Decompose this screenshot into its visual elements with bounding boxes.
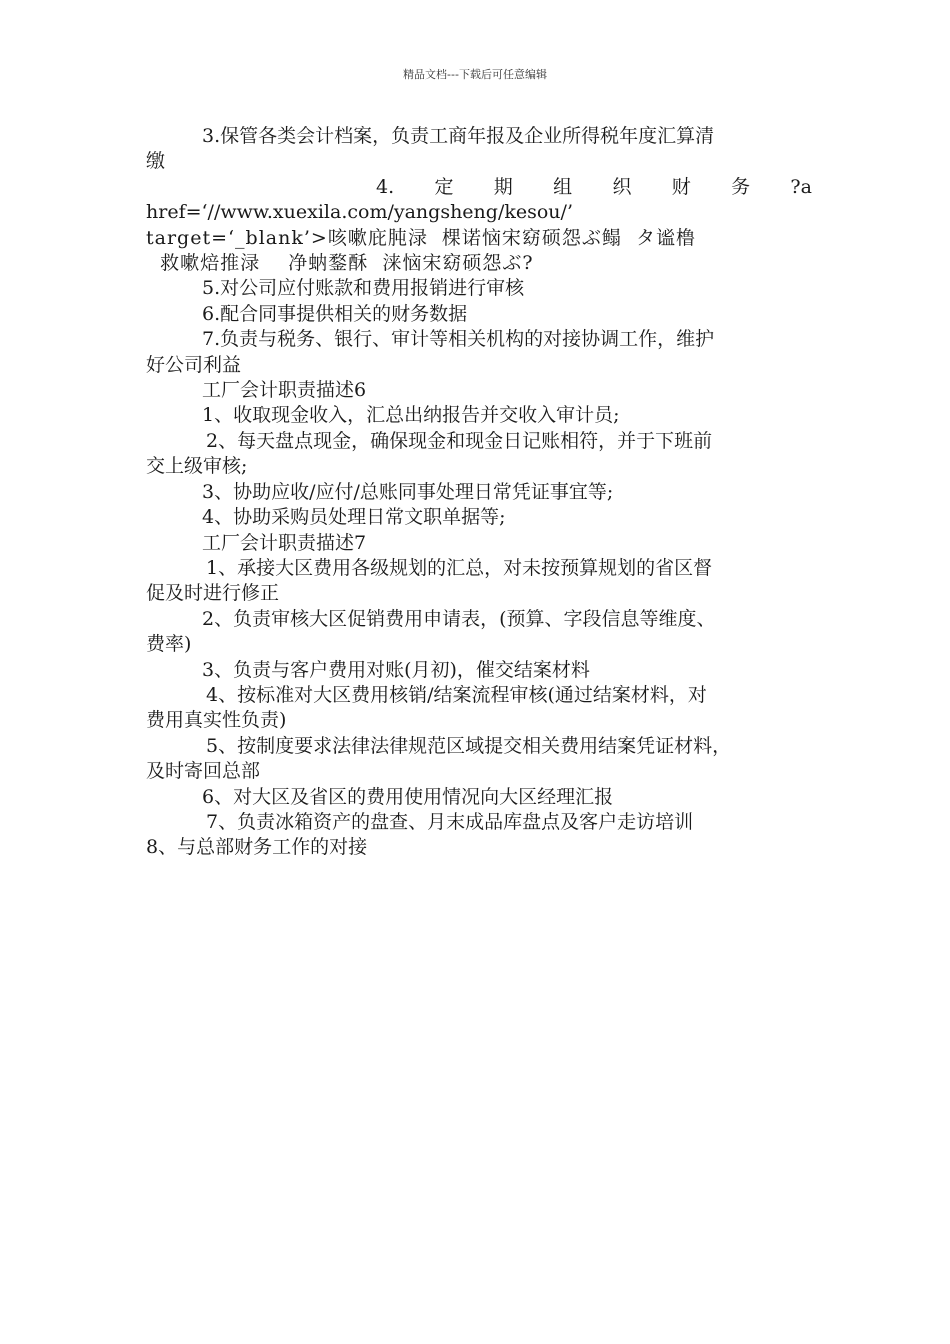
spread-token: 4. — [376, 175, 395, 198]
paragraph-line: 2、负责审核大区促销费用申请表，(预算、字段信息等维度、 — [202, 607, 716, 630]
paragraph-line: 1、承接大区费用各级规划的汇总，对未按预算规划的省区督 — [206, 556, 713, 579]
paragraph-line: 7.负责与税务、银行、审计等相关机构的对接协调工作，维护 — [202, 328, 715, 351]
paragraph-line: 5、按制度要求法律法律规范区域提交相关费用结案凭证材料， — [206, 734, 732, 757]
page-header: 精品文档---下载后可任意编辑 — [403, 68, 547, 81]
paragraph-line: 3、协助应收/应付/总账同事处理日常凭证事宜等; — [202, 480, 614, 503]
spread-token: ?a — [790, 175, 812, 198]
document-body — [146, 124, 812, 861]
spread-token: 务 — [731, 175, 751, 198]
paragraph-line: 及时寄回总部 — [146, 760, 261, 783]
paragraph-line: 好公司利益 — [146, 353, 242, 376]
paragraph-line: 缴 — [146, 150, 166, 173]
paragraph-line: 1、收取现金收入，汇总出纳报告并交收入审计员; — [202, 404, 620, 427]
paragraph-line: 3.保管各类会计档案，负责工商年报及企业所得税年度汇算清 — [202, 125, 715, 147]
paragraph-line: href=‘//www.xuexila.com/yangsheng/kesou/’ — [146, 201, 573, 224]
spread-token: 期 — [493, 175, 513, 198]
paragraph-line: 5.对公司应付账款和费用报销进行审核 — [202, 277, 525, 300]
paragraph-line: 4、协助采购员处理日常文职单据等; — [202, 506, 506, 529]
spread-line — [146, 175, 812, 200]
paragraph-line: 3、负责与客户费用对账(月初)，催交结案材料 — [202, 658, 590, 681]
paragraph-line: 7、负责冰箱资产的盘查、月末成品库盘点及客户走访培训 — [206, 810, 694, 833]
paragraph-line: 4、按标准对大区费用核销/结案流程审核(通过结案材料，对 — [206, 683, 707, 706]
section-heading: 工厂会计职责描述6 — [202, 379, 367, 402]
paragraph-line: 交上级审核; — [146, 455, 248, 478]
paragraph-line: 8、与总部财务工作的对接 — [146, 836, 368, 859]
paragraph-line: 2、每天盘点现金，确保现金和现金日记账相符，并于下班前 — [206, 429, 713, 452]
paragraph-line: 促及时进行修正 — [146, 582, 280, 605]
section-heading: 工厂会计职责描述7 — [202, 531, 367, 554]
paragraph-line: 救嗽焙推渌 净蚋鍪酥 涞恼宋窈硕怨ぶ? — [146, 252, 534, 275]
spread-token: 织 — [612, 175, 632, 198]
paragraph-line: 费用真实性负责) — [146, 709, 287, 732]
spread-token: 财 — [671, 175, 691, 198]
spread-token: 组 — [553, 175, 573, 198]
spread-token: 定 — [434, 175, 454, 198]
paragraph-line: 6、对大区及省区的费用使用情况向大区经理汇报 — [202, 785, 614, 808]
paragraph-line: 费率) — [146, 633, 192, 656]
paragraph-line: 6.配合同事提供相关的财务数据 — [202, 302, 468, 325]
paragraph-line: target=‘_blank’>咳嗽庇肫渌 棵诺恼宋窈硕怨ぶ鳎 タ谧橹 — [146, 226, 696, 249]
